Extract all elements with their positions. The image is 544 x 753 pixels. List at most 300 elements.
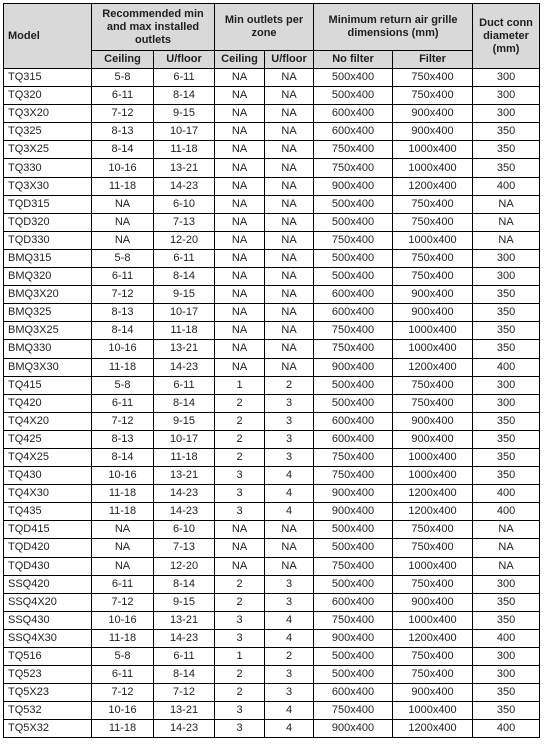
cell-duct-diameter: 350 — [473, 304, 540, 322]
cell-ufloor-min: 2 — [265, 648, 314, 666]
cell-ceiling-min: 2 — [215, 684, 265, 702]
header-return-air-grille: Minimum return air grille dimensions (mm) — [314, 4, 473, 51]
cell-filter: 750x400 — [393, 394, 473, 412]
cell-ceiling-range: NA — [92, 557, 154, 575]
cell-no-filter: 900x400 — [314, 177, 393, 195]
cell-ceiling-min: NA — [215, 159, 265, 177]
cell-no-filter: 600x400 — [314, 684, 393, 702]
table-row — [4, 213, 540, 231]
cell-ufloor-range: 9-15 — [154, 593, 215, 611]
cell-duct-diameter: 300 — [473, 87, 540, 105]
cell-ceiling-range: 8-14 — [92, 322, 154, 340]
cell-ceiling-min: 2 — [215, 394, 265, 412]
table-row — [4, 69, 540, 87]
cell-no-filter: 500x400 — [314, 249, 393, 267]
table-row — [4, 666, 540, 684]
cell-duct-diameter: 350 — [473, 159, 540, 177]
cell-ufloor-range: 6-11 — [154, 249, 215, 267]
cell-ufloor-range: 6-11 — [154, 376, 215, 394]
cell-no-filter: 750x400 — [314, 448, 393, 466]
cell-ufloor-min: 4 — [265, 629, 314, 647]
cell-model: SSQ4X30 — [4, 629, 92, 647]
cell-ufloor-range: 6-11 — [154, 69, 215, 87]
cell-ufloor-range: 14-23 — [154, 629, 215, 647]
table-row — [4, 684, 540, 702]
cell-ufloor-range: 14-23 — [154, 720, 215, 738]
cell-no-filter: 750x400 — [314, 557, 393, 575]
cell-ceiling-range: 6-11 — [92, 268, 154, 286]
cell-model: TQ5X32 — [4, 720, 92, 738]
cell-no-filter: 500x400 — [314, 539, 393, 557]
cell-model: SSQ420 — [4, 575, 92, 593]
cell-ufloor-min: NA — [265, 213, 314, 231]
cell-filter: 900x400 — [393, 123, 473, 141]
cell-ceiling-range: 6-11 — [92, 575, 154, 593]
cell-ceiling-min: NA — [215, 340, 265, 358]
cell-filter: 900x400 — [393, 684, 473, 702]
cell-ufloor-min: 2 — [265, 376, 314, 394]
cell-no-filter: 600x400 — [314, 593, 393, 611]
cell-ceiling-range: 6-11 — [92, 666, 154, 684]
cell-ceiling-min: 3 — [215, 629, 265, 647]
cell-filter: 750x400 — [393, 268, 473, 286]
cell-model: TQD315 — [4, 195, 92, 213]
cell-ceiling-min: NA — [215, 286, 265, 304]
cell-filter: 750x400 — [393, 87, 473, 105]
cell-model: TQ3X20 — [4, 105, 92, 123]
cell-ufloor-min: NA — [265, 69, 314, 87]
cell-ceiling-range: 5-8 — [92, 69, 154, 87]
cell-no-filter: 600x400 — [314, 412, 393, 430]
cell-ceiling-range: 8-14 — [92, 141, 154, 159]
table-row — [4, 177, 540, 195]
cell-model: TQ330 — [4, 159, 92, 177]
cell-model: TQ3X25 — [4, 141, 92, 159]
cell-no-filter: 750x400 — [314, 611, 393, 629]
cell-model: BMQ315 — [4, 249, 92, 267]
cell-filter: 900x400 — [393, 286, 473, 304]
cell-model: TQ415 — [4, 376, 92, 394]
cell-filter: 1000x400 — [393, 611, 473, 629]
table-row — [4, 448, 540, 466]
cell-ufloor-range: 6-11 — [154, 648, 215, 666]
cell-ufloor-range: 10-17 — [154, 304, 215, 322]
table-row — [4, 593, 540, 611]
cell-duct-diameter: NA — [473, 557, 540, 575]
cell-ufloor-min: NA — [265, 521, 314, 539]
cell-ufloor-min: 3 — [265, 448, 314, 466]
cell-duct-diameter: 400 — [473, 358, 540, 376]
table-row — [4, 521, 540, 539]
cell-ceiling-range: NA — [92, 231, 154, 249]
table-row — [4, 394, 540, 412]
cell-ufloor-range: 7-13 — [154, 539, 215, 557]
cell-ceiling-min: 2 — [215, 575, 265, 593]
cell-duct-diameter: 300 — [473, 105, 540, 123]
cell-ufloor-min: NA — [265, 231, 314, 249]
table-row — [4, 430, 540, 448]
cell-no-filter: 900x400 — [314, 358, 393, 376]
cell-ceiling-range: 11-18 — [92, 720, 154, 738]
cell-no-filter: 600x400 — [314, 286, 393, 304]
cell-model: TQ420 — [4, 394, 92, 412]
cell-ceiling-range: 8-13 — [92, 304, 154, 322]
cell-filter: 1000x400 — [393, 159, 473, 177]
cell-ufloor-range: 8-14 — [154, 87, 215, 105]
cell-ceiling-min: NA — [215, 268, 265, 286]
cell-ceiling-range: 7-12 — [92, 684, 154, 702]
cell-duct-diameter: NA — [473, 231, 540, 249]
cell-model: TQ325 — [4, 123, 92, 141]
cell-ceiling-min: NA — [215, 249, 265, 267]
cell-ufloor-range: 11-18 — [154, 141, 215, 159]
cell-no-filter: 750x400 — [314, 322, 393, 340]
table-row — [4, 648, 540, 666]
cell-ufloor-range: 13-21 — [154, 611, 215, 629]
cell-filter: 900x400 — [393, 430, 473, 448]
table-row — [4, 376, 540, 394]
cell-ufloor-range: 7-13 — [154, 213, 215, 231]
cell-ceiling-range: 5-8 — [92, 249, 154, 267]
cell-ceiling-min: NA — [215, 358, 265, 376]
cell-no-filter: 900x400 — [314, 629, 393, 647]
cell-ceiling-range: 7-12 — [92, 593, 154, 611]
table-row — [4, 340, 540, 358]
table-row — [4, 629, 540, 647]
cell-model: BMQ3X30 — [4, 358, 92, 376]
cell-filter: 750x400 — [393, 249, 473, 267]
cell-duct-diameter: 300 — [473, 575, 540, 593]
cell-no-filter: 500x400 — [314, 575, 393, 593]
cell-ufloor-min: 3 — [265, 666, 314, 684]
cell-model: TQ4X30 — [4, 485, 92, 503]
cell-model: SSQ430 — [4, 611, 92, 629]
cell-duct-diameter: NA — [473, 195, 540, 213]
cell-model: BMQ330 — [4, 340, 92, 358]
table-body — [4, 69, 540, 738]
cell-duct-diameter: 350 — [473, 611, 540, 629]
cell-duct-diameter: 300 — [473, 249, 540, 267]
cell-ufloor-range: 10-17 — [154, 430, 215, 448]
cell-no-filter: 500x400 — [314, 666, 393, 684]
cell-no-filter: 750x400 — [314, 467, 393, 485]
cell-ufloor-min: 3 — [265, 394, 314, 412]
subheader-ceiling: Ceiling — [92, 51, 154, 69]
table-row — [4, 485, 540, 503]
cell-ceiling-range: 7-12 — [92, 286, 154, 304]
cell-ceiling-range: 11-18 — [92, 177, 154, 195]
cell-ufloor-min: 3 — [265, 412, 314, 430]
cell-no-filter: 500x400 — [314, 268, 393, 286]
cell-ufloor-range: 8-14 — [154, 575, 215, 593]
cell-ufloor-range: 9-15 — [154, 412, 215, 430]
header-min-outlets-per-zone: Min outlets per zone — [215, 4, 314, 51]
cell-ceiling-range: 7-12 — [92, 412, 154, 430]
cell-ceiling-min: NA — [215, 322, 265, 340]
cell-ceiling-min: 2 — [215, 430, 265, 448]
cell-ufloor-min: 3 — [265, 684, 314, 702]
cell-filter: 750x400 — [393, 539, 473, 557]
table-row — [4, 503, 540, 521]
cell-ufloor-min: NA — [265, 87, 314, 105]
cell-ufloor-min: NA — [265, 539, 314, 557]
cell-ufloor-min: 4 — [265, 702, 314, 720]
cell-ufloor-min: 3 — [265, 593, 314, 611]
cell-ufloor-min: 4 — [265, 503, 314, 521]
cell-duct-diameter: NA — [473, 539, 540, 557]
table-row — [4, 231, 540, 249]
cell-model: SSQ4X20 — [4, 593, 92, 611]
cell-duct-diameter: 400 — [473, 503, 540, 521]
cell-ceiling-min: 2 — [215, 412, 265, 430]
cell-ufloor-range: 7-12 — [154, 684, 215, 702]
table-row — [4, 575, 540, 593]
cell-duct-diameter: 350 — [473, 430, 540, 448]
cell-no-filter: 500x400 — [314, 69, 393, 87]
cell-ufloor-min: 4 — [265, 485, 314, 503]
cell-model: TQD330 — [4, 231, 92, 249]
cell-ceiling-min: 2 — [215, 593, 265, 611]
cell-duct-diameter: 400 — [473, 485, 540, 503]
cell-ufloor-range: 13-21 — [154, 467, 215, 485]
table-row — [4, 611, 540, 629]
cell-filter: 750x400 — [393, 648, 473, 666]
cell-duct-diameter: 300 — [473, 268, 540, 286]
cell-ceiling-range: NA — [92, 521, 154, 539]
cell-filter: 750x400 — [393, 521, 473, 539]
cell-filter: 1200x400 — [393, 720, 473, 738]
cell-ufloor-min: NA — [265, 105, 314, 123]
cell-ufloor-range: 13-21 — [154, 159, 215, 177]
cell-ufloor-min: NA — [265, 159, 314, 177]
cell-ceiling-min: 1 — [215, 376, 265, 394]
cell-no-filter: 900x400 — [314, 503, 393, 521]
cell-ceiling-min: NA — [215, 521, 265, 539]
cell-model: BMQ325 — [4, 304, 92, 322]
cell-duct-diameter: 350 — [473, 340, 540, 358]
cell-ufloor-min: 4 — [265, 467, 314, 485]
cell-filter: 1200x400 — [393, 358, 473, 376]
cell-filter: 1000x400 — [393, 448, 473, 466]
cell-duct-diameter: 350 — [473, 448, 540, 466]
cell-ufloor-range: 6-10 — [154, 521, 215, 539]
table-row — [4, 358, 540, 376]
cell-model: TQD430 — [4, 557, 92, 575]
cell-ceiling-min: 3 — [215, 503, 265, 521]
cell-ceiling-min: NA — [215, 195, 265, 213]
cell-model: TQ4X25 — [4, 448, 92, 466]
cell-no-filter: 500x400 — [314, 521, 393, 539]
cell-no-filter: 600x400 — [314, 430, 393, 448]
cell-ufloor-range: 8-14 — [154, 666, 215, 684]
cell-ceiling-range: 10-16 — [92, 159, 154, 177]
cell-ceiling-min: NA — [215, 123, 265, 141]
cell-ceiling-range: 6-11 — [92, 87, 154, 105]
subheader-ufloor-zone: U/floor — [265, 51, 314, 69]
specs-table-container — [3, 3, 540, 738]
cell-ufloor-range: 9-15 — [154, 105, 215, 123]
cell-ceiling-range: 10-16 — [92, 611, 154, 629]
cell-ceiling-range: 6-11 — [92, 394, 154, 412]
cell-ufloor-range: 13-21 — [154, 702, 215, 720]
cell-ufloor-range: 6-10 — [154, 195, 215, 213]
cell-ceiling-min: 1 — [215, 648, 265, 666]
cell-ceiling-range: NA — [92, 213, 154, 231]
cell-filter: 1000x400 — [393, 340, 473, 358]
cell-model: TQD415 — [4, 521, 92, 539]
cell-ufloor-range: 8-14 — [154, 268, 215, 286]
cell-ufloor-range: 14-23 — [154, 485, 215, 503]
cell-model: TQ516 — [4, 648, 92, 666]
cell-ceiling-min: NA — [215, 539, 265, 557]
cell-filter: 750x400 — [393, 666, 473, 684]
cell-ceiling-min: NA — [215, 304, 265, 322]
cell-no-filter: 750x400 — [314, 340, 393, 358]
cell-filter: 750x400 — [393, 213, 473, 231]
cell-no-filter: 500x400 — [314, 376, 393, 394]
table-row — [4, 539, 540, 557]
table-row — [4, 249, 540, 267]
cell-ceiling-range: 11-18 — [92, 503, 154, 521]
cell-no-filter: 500x400 — [314, 213, 393, 231]
cell-model: TQD320 — [4, 213, 92, 231]
cell-no-filter: 750x400 — [314, 231, 393, 249]
cell-filter: 750x400 — [393, 376, 473, 394]
cell-ufloor-range: 9-15 — [154, 286, 215, 304]
cell-ufloor-min: 4 — [265, 720, 314, 738]
cell-duct-diameter: 300 — [473, 648, 540, 666]
table-row — [4, 286, 540, 304]
cell-ceiling-range: 5-8 — [92, 648, 154, 666]
cell-duct-diameter: 350 — [473, 286, 540, 304]
cell-duct-diameter: 350 — [473, 141, 540, 159]
cell-ufloor-range: 12-20 — [154, 231, 215, 249]
cell-duct-diameter: 400 — [473, 629, 540, 647]
cell-ceiling-min: NA — [215, 213, 265, 231]
cell-filter: 1000x400 — [393, 467, 473, 485]
cell-ceiling-range: 11-18 — [92, 485, 154, 503]
cell-ufloor-min: NA — [265, 195, 314, 213]
cell-ufloor-range: 14-23 — [154, 358, 215, 376]
cell-ufloor-min: 3 — [265, 430, 314, 448]
table-row — [4, 557, 540, 575]
table-row — [4, 123, 540, 141]
cell-ceiling-min: NA — [215, 105, 265, 123]
cell-duct-diameter: 350 — [473, 702, 540, 720]
cell-no-filter: 500x400 — [314, 195, 393, 213]
cell-ufloor-min: NA — [265, 268, 314, 286]
cell-model: TQ315 — [4, 69, 92, 87]
cell-ceiling-range: 8-14 — [92, 448, 154, 466]
table-row — [4, 702, 540, 720]
cell-duct-diameter: 350 — [473, 123, 540, 141]
cell-filter: 1000x400 — [393, 141, 473, 159]
header-duct-diameter: Duct conn diameter (mm) — [473, 4, 540, 69]
cell-ufloor-range: 14-23 — [154, 177, 215, 195]
cell-no-filter: 500x400 — [314, 87, 393, 105]
cell-filter: 1000x400 — [393, 322, 473, 340]
cell-duct-diameter: 300 — [473, 376, 540, 394]
cell-duct-diameter: 350 — [473, 467, 540, 485]
table-row — [4, 412, 540, 430]
cell-no-filter: 500x400 — [314, 394, 393, 412]
cell-ceiling-range: 8-13 — [92, 430, 154, 448]
cell-ufloor-min: NA — [265, 340, 314, 358]
subheader-filter: Filter — [393, 51, 473, 69]
cell-ceiling-range: 10-16 — [92, 340, 154, 358]
cell-ceiling-range: 10-16 — [92, 467, 154, 485]
cell-duct-diameter: 350 — [473, 593, 540, 611]
cell-no-filter: 500x400 — [314, 648, 393, 666]
cell-filter: 750x400 — [393, 575, 473, 593]
cell-ceiling-range: 10-16 — [92, 702, 154, 720]
cell-ufloor-min: NA — [265, 123, 314, 141]
cell-duct-diameter: 350 — [473, 322, 540, 340]
cell-ufloor-range: 11-18 — [154, 448, 215, 466]
table-row — [4, 268, 540, 286]
table-row — [4, 195, 540, 213]
cell-ceiling-min: 3 — [215, 611, 265, 629]
cell-ufloor-range: 8-14 — [154, 394, 215, 412]
cell-model: BMQ320 — [4, 268, 92, 286]
cell-ufloor-min: NA — [265, 141, 314, 159]
cell-ceiling-range: 7-12 — [92, 105, 154, 123]
cell-model: TQ430 — [4, 467, 92, 485]
cell-ufloor-range: 12-20 — [154, 557, 215, 575]
cell-no-filter: 900x400 — [314, 485, 393, 503]
cell-ufloor-min: NA — [265, 249, 314, 267]
cell-ceiling-min: 2 — [215, 448, 265, 466]
cell-no-filter: 600x400 — [314, 105, 393, 123]
subheader-ufloor: U/floor — [154, 51, 215, 69]
cell-ufloor-min: 3 — [265, 575, 314, 593]
cell-ceiling-min: NA — [215, 231, 265, 249]
cell-filter: 750x400 — [393, 69, 473, 87]
subheader-ceiling-zone: Ceiling — [215, 51, 265, 69]
cell-no-filter: 750x400 — [314, 702, 393, 720]
cell-ceiling-min: 3 — [215, 485, 265, 503]
cell-ceiling-min: 3 — [215, 720, 265, 738]
cell-model: BMQ3X25 — [4, 322, 92, 340]
cell-duct-diameter: 300 — [473, 69, 540, 87]
cell-no-filter: 900x400 — [314, 720, 393, 738]
header-model: Model — [4, 4, 92, 69]
cell-filter: 900x400 — [393, 105, 473, 123]
cell-model: TQ5X23 — [4, 684, 92, 702]
table-row — [4, 87, 540, 105]
cell-model: TQ320 — [4, 87, 92, 105]
cell-ceiling-range: NA — [92, 539, 154, 557]
table-row — [4, 467, 540, 485]
cell-ufloor-range: 13-21 — [154, 340, 215, 358]
cell-filter: 1200x400 — [393, 485, 473, 503]
cell-no-filter: 600x400 — [314, 304, 393, 322]
cell-ceiling-min: 3 — [215, 467, 265, 485]
cell-duct-diameter: 400 — [473, 177, 540, 195]
cell-filter: 900x400 — [393, 593, 473, 611]
cell-filter: 900x400 — [393, 304, 473, 322]
cell-model: TQ532 — [4, 702, 92, 720]
cell-model: TQ4X20 — [4, 412, 92, 430]
cell-filter: 1000x400 — [393, 557, 473, 575]
cell-ufloor-min: NA — [265, 557, 314, 575]
cell-ufloor-min: NA — [265, 322, 314, 340]
cell-ufloor-range: 10-17 — [154, 123, 215, 141]
cell-model: TQ3X30 — [4, 177, 92, 195]
cell-duct-diameter: 350 — [473, 412, 540, 430]
cell-ufloor-range: 11-18 — [154, 322, 215, 340]
cell-ceiling-range: 5-8 — [92, 376, 154, 394]
